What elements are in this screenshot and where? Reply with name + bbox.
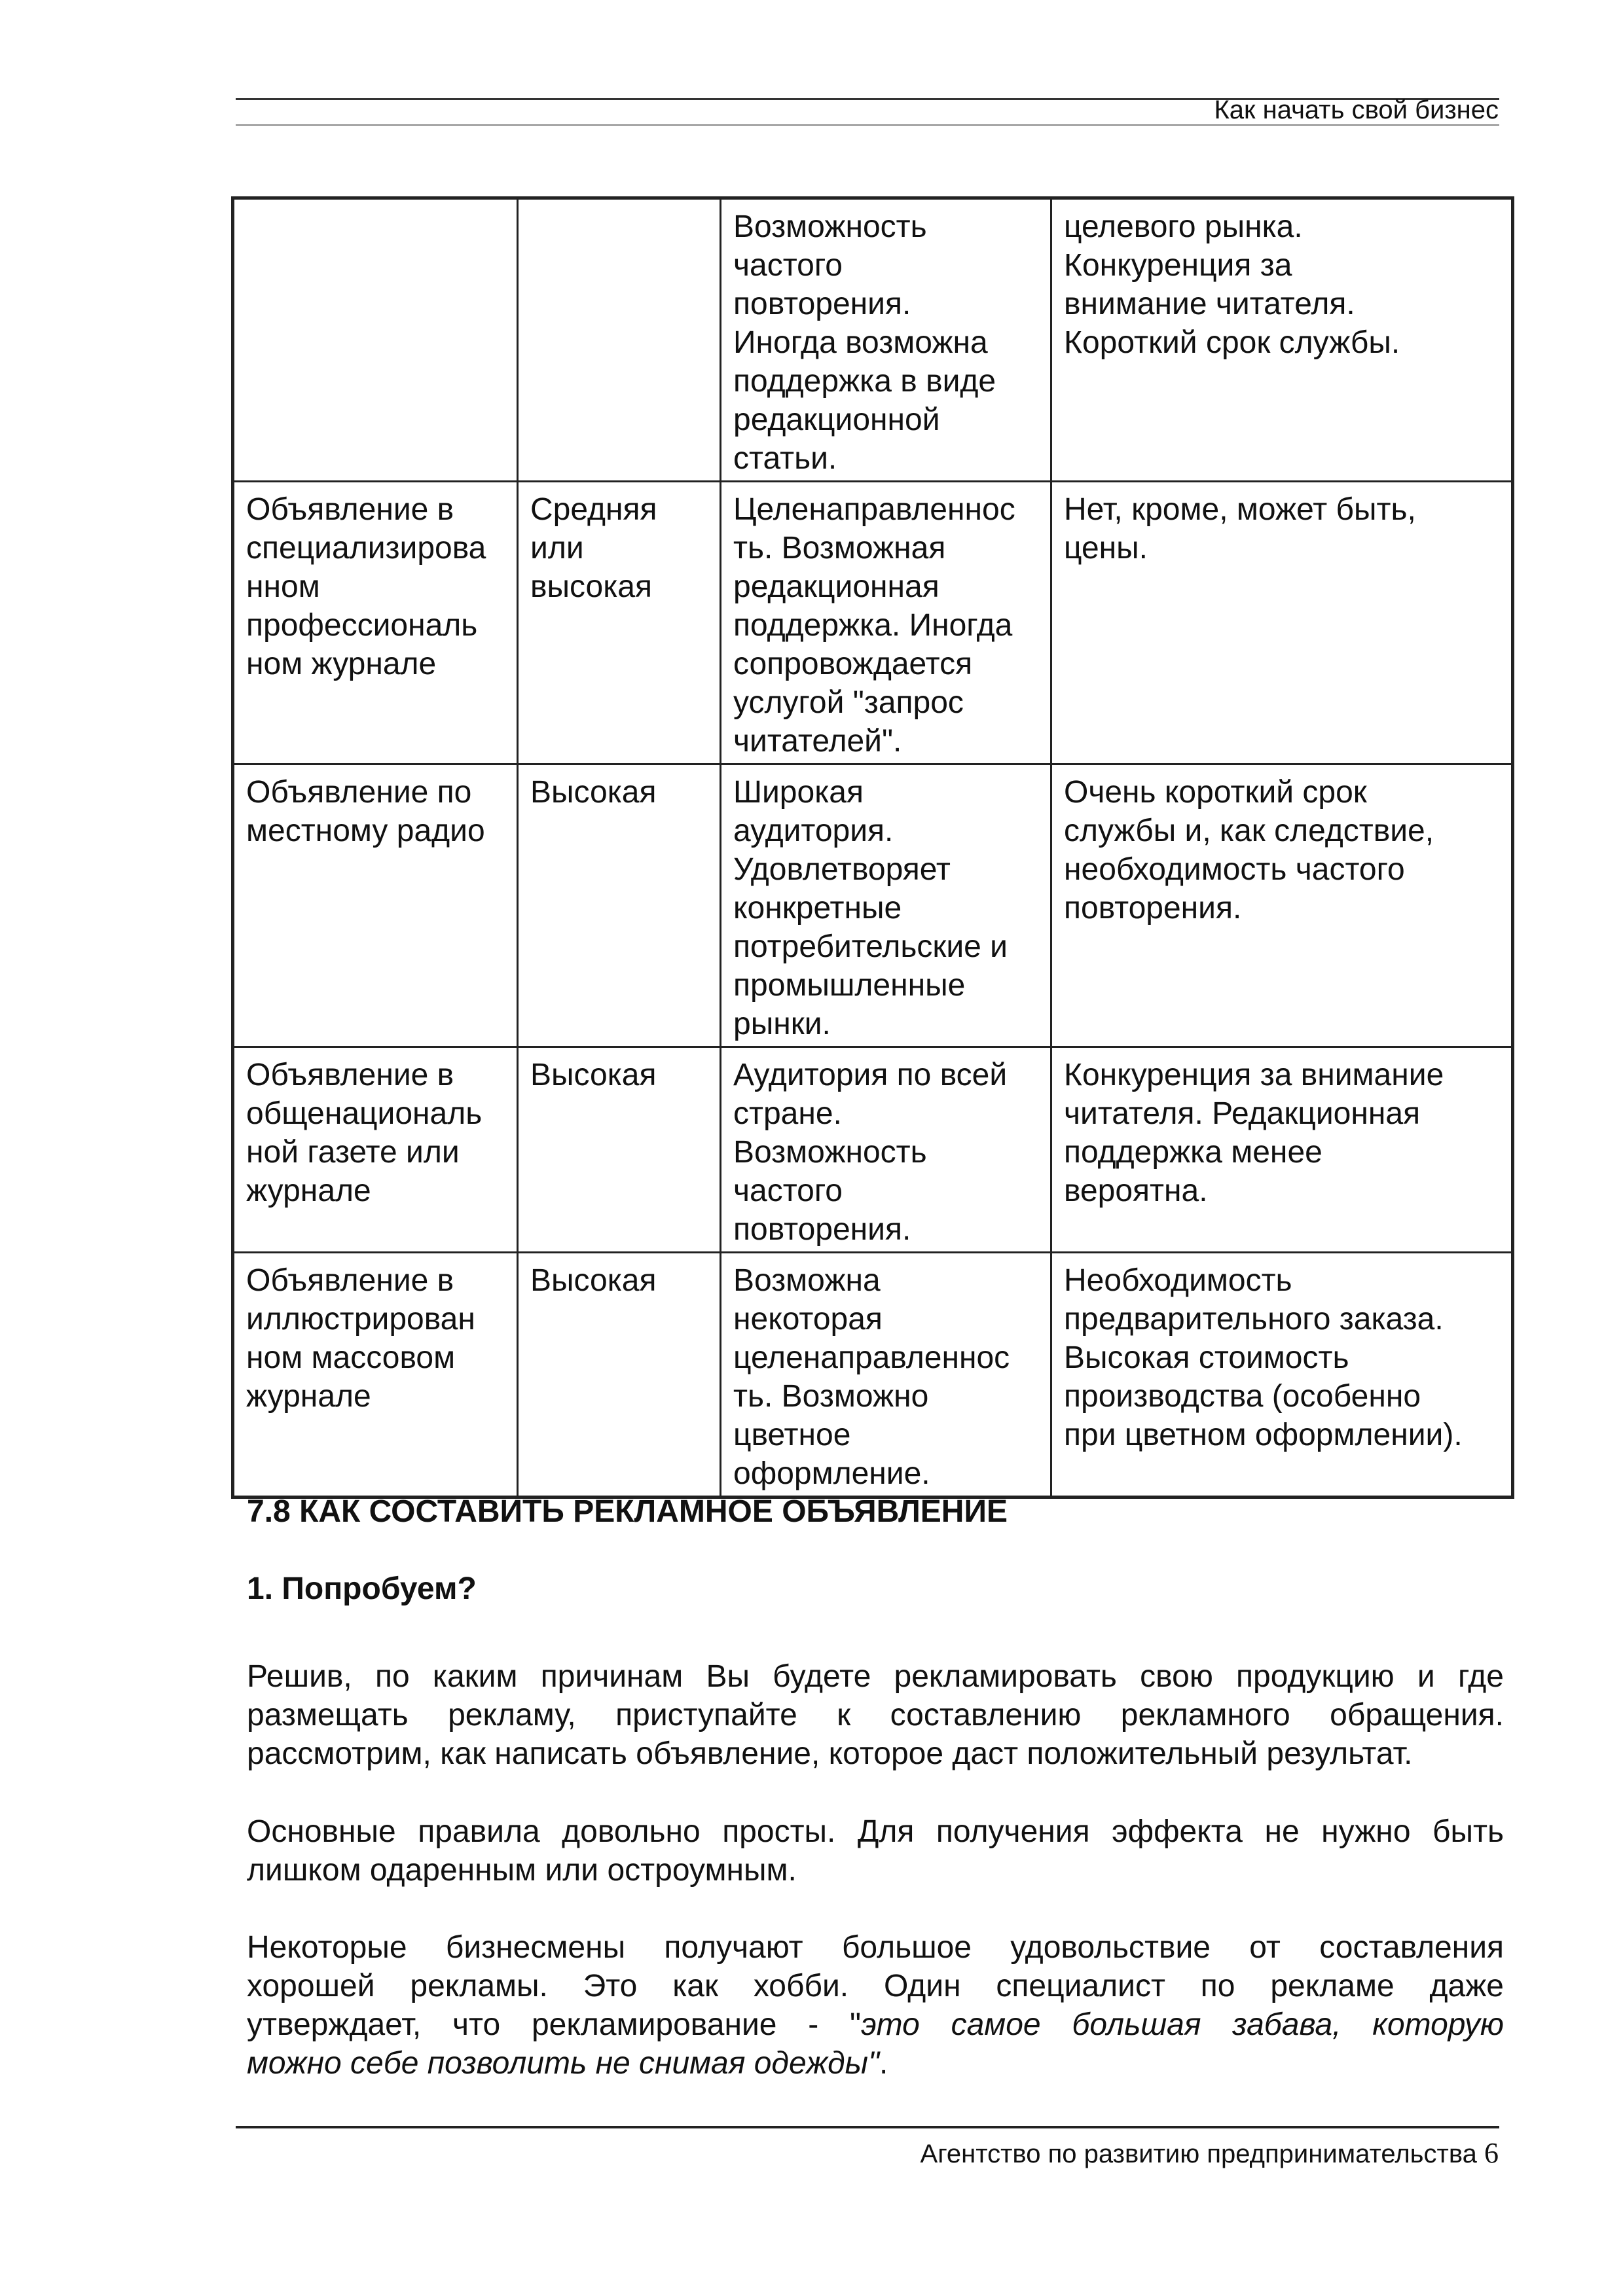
paragraph-line: рассмотрим, как написать объявление, которое даст положительный результат. [247, 1736, 1413, 1771]
running-header: Как начать свой бизнес [1214, 96, 1499, 124]
cell-text-line: поддержка в виде [733, 364, 996, 399]
section-heading: 7.8 КАК СОСТАВИТЬ РЕКЛАМНОЕ ОБЪЯВЛЕНИЕ [247, 1494, 1008, 1529]
cell-text-line: ть. Возможно [733, 1379, 929, 1414]
cell-text-line: Нет, кроме, может быть, [1064, 492, 1416, 527]
cell-text-line: цены. [1064, 531, 1148, 565]
cell-text-line: редакционной [733, 403, 940, 437]
cell-text-line: частого [733, 1174, 843, 1208]
cell-text-line: предварительного заказа. [1064, 1302, 1444, 1336]
cell-text-line: потребительские и [733, 929, 1008, 964]
cell-text-line: поддержка. Иногда [733, 608, 1013, 643]
paragraph-line: хорошей рекламы. Это как хобби. Один специалист по рекламе даже [247, 1969, 1504, 2003]
cell-text-line: читателей". [733, 724, 902, 759]
cell-text-line: статьи. [733, 441, 837, 476]
cell-text-line: Объявление в [246, 1058, 454, 1092]
paragraph-line: Основные правила довольно просты. Для получения эффекта не нужно быть [247, 1814, 1504, 1849]
cost-cell [518, 1253, 721, 1498]
paragraph-line: лишком одаренным или остроумным. [247, 1853, 797, 1888]
advantages-cell [721, 482, 1051, 764]
cell-text-line: журнале [246, 1379, 371, 1414]
cell-text-line: некоторая [733, 1302, 883, 1336]
cell-text-line: Средняя [530, 492, 657, 527]
cost-cell [518, 1047, 721, 1253]
cell-text-line: журнале [246, 1174, 371, 1208]
cell-text-line: Короткий срок службы. [1064, 325, 1400, 360]
cell-text-line: Объявление по [246, 775, 472, 810]
cell-text-line: цветное [733, 1418, 851, 1452]
cell-text-line: Конкуренция за [1064, 248, 1292, 283]
quote-end-text: . [879, 2046, 888, 2081]
paragraph-line [247, 2044, 1504, 2083]
cell-text-line: внимание читателя. [1064, 287, 1355, 321]
paragraph-1 [247, 1657, 1504, 1773]
cell-text-line: ном массовом [246, 1340, 456, 1375]
advantages-cell [721, 1253, 1051, 1498]
cell-text-line: высокая [530, 569, 652, 604]
cell-text-line: Высокая [530, 1263, 657, 1298]
media-type-cell [233, 1253, 518, 1498]
cell-text-line: повторения. [733, 1212, 911, 1247]
cell-text-line: Иногда возможна [733, 325, 988, 360]
media-type-cell [233, 198, 518, 482]
cell-text-line: Возможна [733, 1263, 881, 1298]
cell-text-line: оформление. [733, 1456, 930, 1491]
quote-lead-text: утверждает, что рекламирование - " [247, 2007, 862, 2042]
cell-text-line: поддержка менее [1064, 1135, 1322, 1170]
cell-text-line: рынки. [733, 1007, 831, 1041]
cell-text-line: необходимость частого [1064, 852, 1405, 887]
cell-text-line: местному радио [246, 814, 485, 848]
table-row [233, 1047, 1513, 1253]
cell-text-line: сопровождается [733, 647, 973, 681]
disadvantages-cell [1051, 1253, 1513, 1498]
disadvantages-cell [1051, 764, 1513, 1047]
cell-text-line: Объявление в [246, 492, 454, 527]
cell-text-line: промышленные [733, 968, 966, 1003]
cell-text-line: иллюстрирован [246, 1302, 475, 1336]
cell-text-line: читателя. Редакционная [1064, 1096, 1421, 1131]
cell-text-line: Возможность [733, 209, 927, 244]
cell-text-line: Аудитория по всей [733, 1058, 1008, 1092]
advantages-cell [721, 764, 1051, 1047]
cell-text-line: профессиональ [246, 608, 478, 643]
paragraph-line: размещать рекламу, приступайте к составлению рекламного обращения. [247, 1698, 1504, 1732]
cell-text-line: конкретные [733, 891, 902, 925]
cell-text-line: Широкая [733, 775, 864, 810]
running-footer [921, 2139, 1499, 2168]
page-number: 6 [1484, 2137, 1499, 2169]
advertising-media-table [231, 196, 1514, 1499]
cell-text-line: Высокая стоимость [1064, 1340, 1349, 1375]
disadvantages-cell [1051, 1047, 1513, 1253]
cell-text-line: повторения. [733, 287, 911, 321]
cell-text-line: ть. Возможная [733, 531, 946, 565]
cell-text-line: Конкуренция за внимание [1064, 1058, 1444, 1092]
footer-agency: Агентство по развитию предпринимательства [920, 2140, 1477, 2168]
cell-text-line: Удовлетворяет [733, 852, 951, 887]
cell-text-line: услугой "запрос [733, 685, 964, 720]
media-type-cell [233, 482, 518, 764]
table-row [233, 482, 1513, 764]
cell-text-line: при цветном оформлении). [1064, 1418, 1463, 1452]
cell-text-line: службы и, как следствие, [1064, 814, 1434, 848]
cell-text-line: стране. [733, 1096, 842, 1131]
cell-text-line: специализирова [246, 531, 486, 565]
paragraph-2 [247, 1812, 1504, 1890]
cell-text-line: Очень короткий срок [1064, 775, 1367, 810]
footer-rule [236, 2126, 1499, 2128]
disadvantages-cell [1051, 482, 1513, 764]
cell-text-line: Высокая [530, 775, 657, 810]
cell-text-line: повторения. [1064, 891, 1242, 925]
cell-text-line: вероятна. [1064, 1174, 1208, 1208]
cell-text-line: целенаправленнос [733, 1340, 1010, 1375]
media-type-cell [233, 1047, 518, 1253]
cell-text-line: ной газете или [246, 1135, 460, 1170]
media-type-cell [233, 764, 518, 1047]
cell-text-line: Объявление в [246, 1263, 454, 1298]
quote-italic-text: можно себе позволить не снимая одежды" [247, 2046, 880, 2081]
cell-text-line: Возможность [733, 1135, 927, 1170]
paragraph-line [247, 2005, 1504, 2044]
disadvantages-cell [1051, 198, 1513, 482]
cost-cell [518, 198, 721, 482]
paragraph-3 [247, 1928, 1504, 2083]
cell-text-line: редакционная [733, 569, 939, 604]
quote-italic-text: это самое большая забава, которую [861, 2007, 1504, 2042]
cell-text-line: ном журнале [246, 647, 437, 681]
table-row [233, 764, 1513, 1047]
cell-text-line: аудитория. [733, 814, 894, 848]
advantages-cell [721, 198, 1051, 482]
cell-text-line: частого [733, 248, 843, 283]
subsection-heading: 1. Попробуем? [247, 1571, 477, 1606]
table-row [233, 198, 1513, 482]
cell-text-line: производства (особенно [1064, 1379, 1421, 1414]
cell-text-line: Целенаправленнос [733, 492, 1015, 527]
advantages-cell [721, 1047, 1051, 1253]
table-row [233, 1253, 1513, 1498]
cell-text-line: общенациональ [246, 1096, 483, 1131]
cost-cell [518, 482, 721, 764]
cell-text-line: нном [246, 569, 320, 604]
cell-text-line: или [530, 531, 584, 565]
cost-cell [518, 764, 721, 1047]
cell-text-line: Необходимость [1064, 1263, 1292, 1298]
cell-text-line: целевого рынка. [1064, 209, 1303, 244]
paragraph-line: Решив, по каким причинам Вы будете рекламировать свою продукцию и где [247, 1659, 1504, 1694]
paragraph-line: Некоторые бизнесмены получают большое удовольствие от составления [247, 1930, 1504, 1965]
header-rule-bottom [236, 124, 1499, 126]
cell-text-line: Высокая [530, 1058, 657, 1092]
